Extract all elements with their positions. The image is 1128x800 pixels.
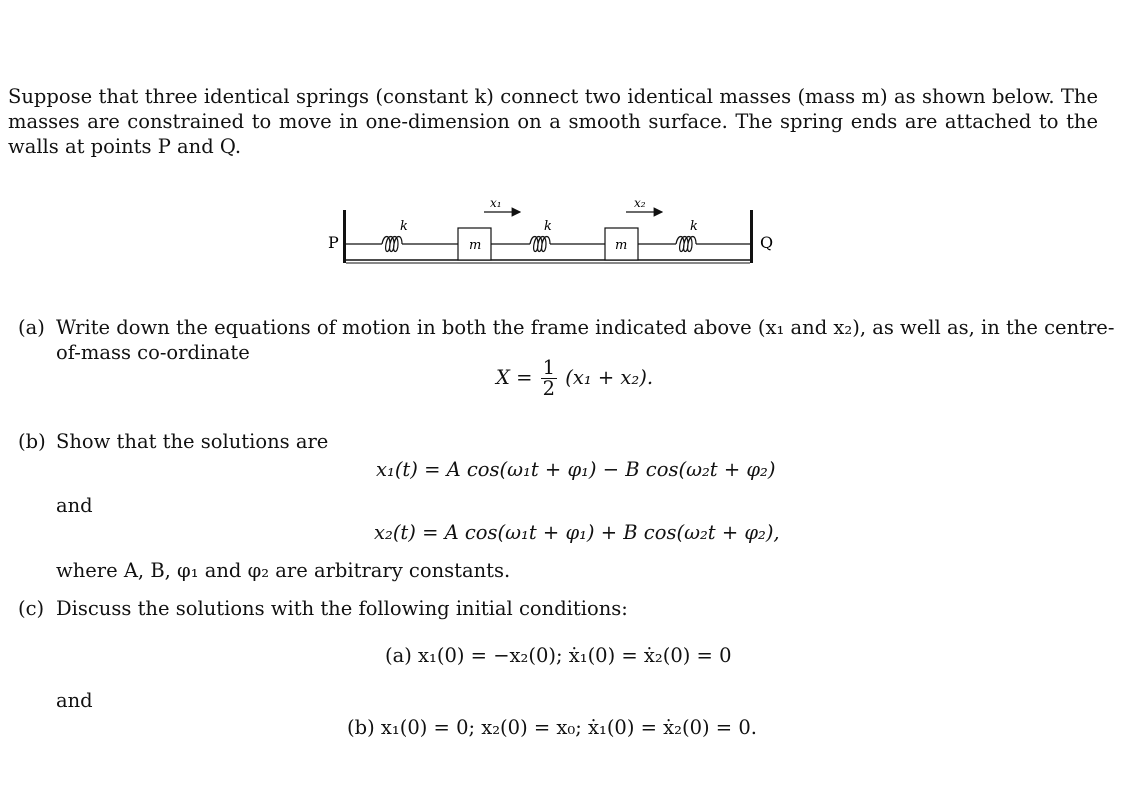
part-b-and-text: and <box>56 494 93 517</box>
spring-2 <box>491 237 605 252</box>
spring-1-label: k <box>400 219 408 234</box>
mass-2-label: m <box>615 238 628 253</box>
right-wall-label: Q <box>760 233 774 252</box>
mass-1-label: m <box>469 238 482 253</box>
spring-2-label: k <box>544 219 552 234</box>
part-a-text-line2: of-mass co-ordinate <box>56 341 250 364</box>
spring-3 <box>638 237 750 252</box>
spring-mass-diagram <box>320 192 790 274</box>
part-b-equation-1: x₁(t) = A cos(ω₁t + φ₁) − B cos(ω₂t + φ₂) <box>376 458 776 481</box>
part-a-eq-rhs: (x₁ + x₂). <box>565 366 654 389</box>
part-c-label: (c) <box>18 597 45 620</box>
part-c-text: Discuss the solutions with the following initial conditions: <box>56 597 628 620</box>
spring-1 <box>346 237 458 252</box>
part-c-condition-a: (a) x₁(0) = −x₂(0); ẋ₁(0) = ẋ₂(0) = 0 <box>385 644 732 667</box>
part-a-label: (a) <box>18 316 45 339</box>
part-a-eq-frac-num: 1 <box>542 356 556 379</box>
part-b-text: Show that the solutions are <box>56 430 329 453</box>
part-a-equation <box>496 358 653 399</box>
left-wall-label: P <box>328 233 339 252</box>
x1-label: x₁ <box>490 196 502 210</box>
part-a-eq-fraction <box>541 358 557 399</box>
part-a-eq-frac-den: 2 <box>542 377 556 400</box>
x2-label: x₂ <box>634 196 646 210</box>
left-wall <box>343 210 346 263</box>
part-b-where-text: where A, B, φ₁ and φ₂ are arbitrary constants. <box>56 559 511 582</box>
intro-paragraph: Suppose that three identical springs (constant k) connect two identical masses (mass m) as shown below. The masses are constrained to move in one-dimension on a smooth surface. The spring ends are attached to the walls at points P and Q. <box>8 85 1098 158</box>
spring-mass-figure <box>320 192 790 274</box>
part-c-and-text: and <box>56 689 93 712</box>
right-wall <box>750 210 753 263</box>
spring-3-label: k <box>690 219 698 234</box>
part-b-equation-2: x₂(t) = A cos(ω₁t + φ₁) + B cos(ω₂t + φ₂), <box>374 521 780 544</box>
part-a-eq-lhs: X = <box>496 366 533 389</box>
problem-intro <box>8 84 1098 159</box>
part-c-condition-b: (b) x₁(0) = 0; x₂(0) = x₀; ẋ₁(0) = ẋ₂(0) = 0. <box>347 716 757 739</box>
part-a-text-line1: Write down the equations of motion in both the frame indicated above (x₁ and x₂), as well as, in the centre- <box>56 316 1115 339</box>
part-b-label: (b) <box>18 430 46 453</box>
